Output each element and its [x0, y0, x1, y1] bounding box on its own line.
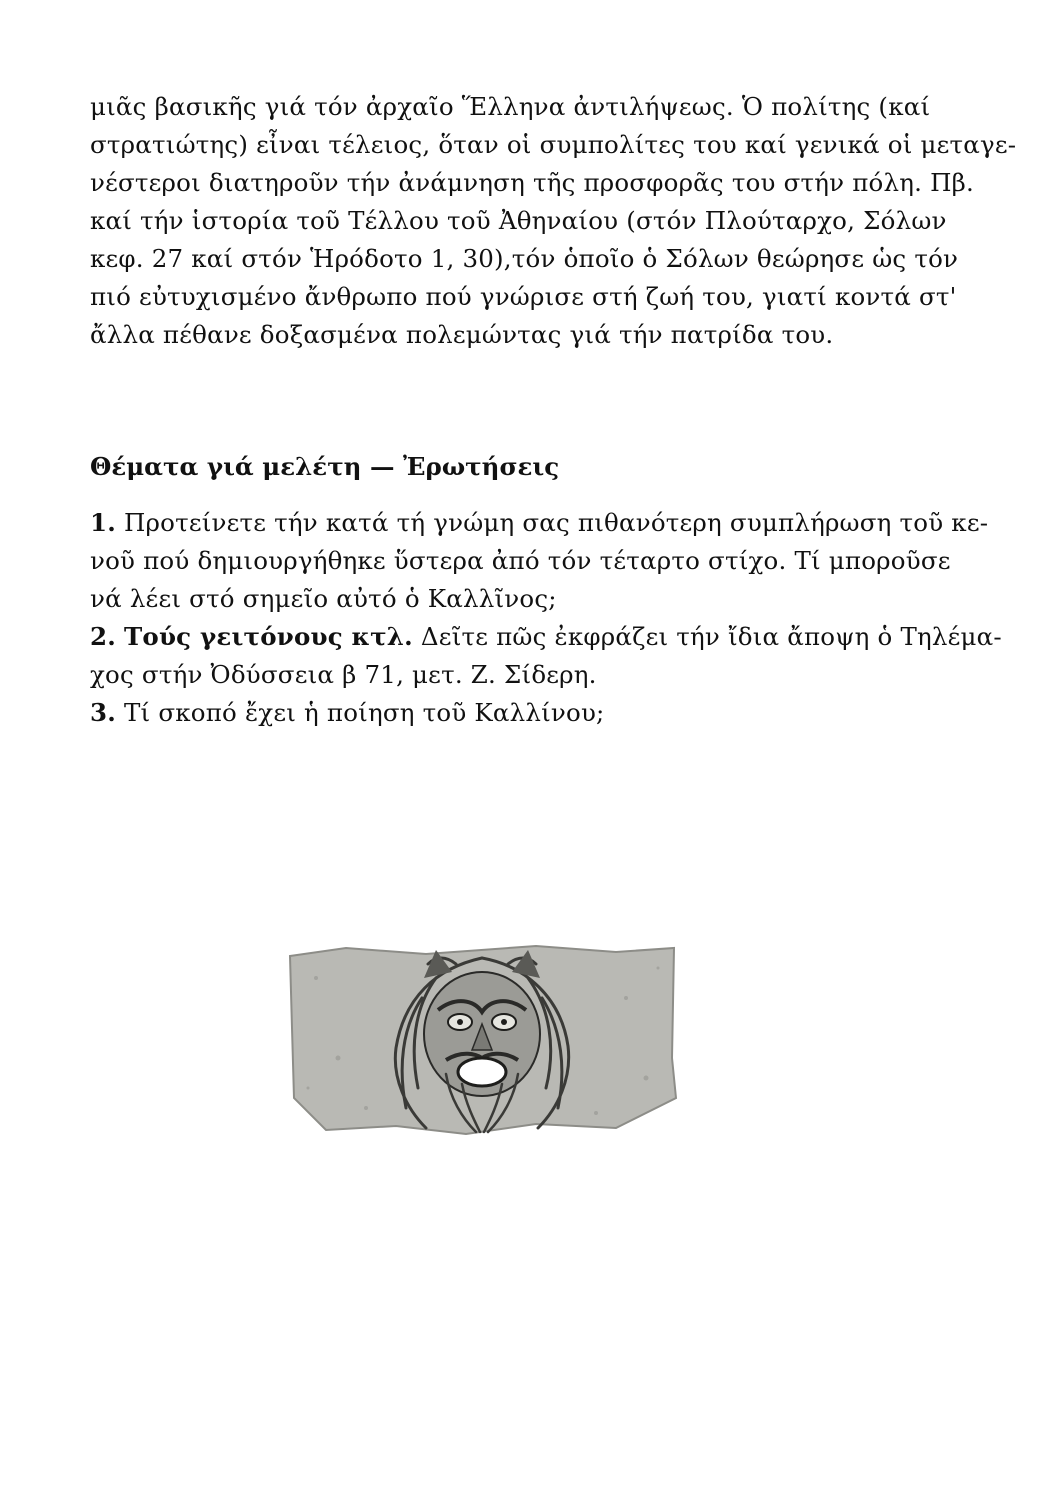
- theatre-mask-relief-icon: [286, 938, 678, 1138]
- intro-line-3: νέστεροι διατηροῦν τήν ἀνάμνηση τῆς προσφορᾶς του στήν πόλη. Πβ.: [90, 168, 975, 197]
- question-2: [90, 618, 1002, 656]
- question-text: Δεῖτε πῶς ἐκφράζει τήν ἴδια ἄποψη ὁ Τηλέμα-: [420, 622, 1002, 651]
- question-number: 1.: [90, 508, 116, 537]
- intro-line-5: κεφ. 27 καί στόν Ἡρόδοτο 1, 30),τόν ὁποῖο ὁ Σόλων θεώρησε ὡς τόν: [90, 244, 959, 273]
- intro-line-6: πιό εὐτυχισμένο ἄνθρωπο πού γνώρισε στή ζωή του, γιατί κοντά στ': [90, 282, 957, 311]
- intro-line-4: καί τήν ἱστορία τοῦ Τέλλου τοῦ Ἀθηναίου (στόν Πλούταρχο, Σόλων: [90, 206, 947, 235]
- question-3: [90, 694, 930, 732]
- question-1-line-2: νοῦ πού δημιουργήθηκε ὕστερα ἀπό τόν τέταρτο στίχο. Τί μποροῦσε: [90, 546, 951, 575]
- question-number: 3.: [90, 698, 116, 727]
- intro-line-2: στρατιώτης) εἶναι τέλειος, ὅταν οἱ συμπολίτες του καί γενικά οἱ μεταγε-: [90, 130, 1017, 159]
- relief-figure: [286, 938, 678, 1138]
- question-1: [90, 504, 989, 542]
- question-number: 2.: [90, 622, 116, 651]
- question-text: Προτείνετε τήν κατά τή γνώμη σας πιθανότερη συμπλήρωση τοῦ κε-: [123, 508, 989, 537]
- question-2-line-2: χος στήν Ὀδύσσεια β 71, μετ. Ζ. Σίδερη.: [90, 660, 597, 689]
- question-1-line-3: νά λέει στό σημεῖο αὐτό ὁ Καλλῖνος;: [90, 584, 557, 613]
- question-lemma: Τούς γειτόνους κτλ.: [123, 622, 413, 651]
- intro-line-7: ἄλλα πέθανε δοξασμένα πολεμώντας γιά τήν πατρίδα του.: [90, 320, 834, 349]
- question-text: Τί σκοπό ἔχει ἡ ποίηση τοῦ Καλλίνου;: [123, 698, 605, 727]
- intro-line-1: μιᾶς βασικῆς γιά τόν ἀρχαῖο Ἕλληνα ἀντιλήψεως. Ὁ πολίτης (καί: [90, 92, 931, 121]
- section-heading: Θέματα γιά μελέτη — Ἐρωτήσεις: [90, 452, 560, 481]
